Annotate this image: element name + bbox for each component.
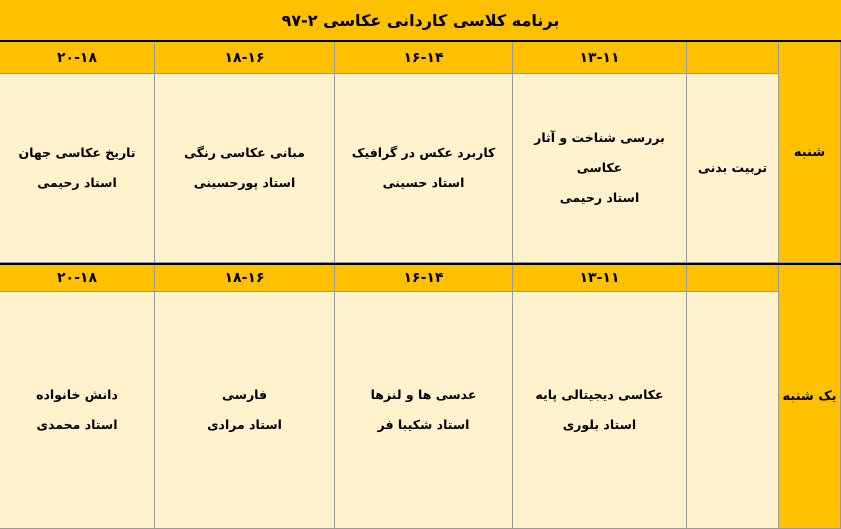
class-cell-extra[interactable] — [687, 74, 779, 263]
time-header-empty[interactable] — [687, 265, 779, 292]
time-header[interactable] — [335, 42, 513, 74]
course-name: مبانی عکاسی رنگی — [184, 145, 305, 160]
day-label — [779, 265, 841, 529]
teacher-name: استاد حسینی — [382, 175, 465, 190]
schedule-grid — [0, 40, 841, 529]
time-header-label: ۱۳-۱۱ — [579, 49, 620, 66]
time-header-label: ۱۶-۱۴ — [403, 49, 444, 66]
time-header[interactable] — [513, 42, 687, 74]
class-cell[interactable] — [513, 292, 687, 529]
schedule-title-text: برنامه کلاسی کاردانی عکاسی ۲-۹۷ — [281, 10, 560, 30]
class-cell[interactable] — [335, 292, 513, 529]
schedule-title — [0, 0, 841, 40]
class-cell-empty[interactable] — [687, 292, 779, 529]
class-cell[interactable] — [155, 292, 335, 529]
time-header-label: ۱۶-۱۴ — [403, 270, 444, 286]
day-label-text: یک شنبه — [782, 389, 837, 404]
teacher-name: استاد شکیبا فر — [377, 417, 470, 432]
course-name: دانش خانواده — [36, 387, 118, 402]
day-label-text: شنبه — [793, 144, 826, 160]
course-name: کاربرد عکس در گرافیک — [351, 145, 496, 160]
teacher-name: استاد بلوری — [562, 417, 637, 432]
class-cell[interactable] — [0, 292, 155, 529]
teacher-name: استاد رحیمی — [37, 175, 117, 190]
class-cell[interactable] — [513, 74, 687, 263]
class-cell[interactable] — [0, 74, 155, 263]
time-header[interactable] — [335, 265, 513, 292]
course-name: بررسی شناخت و آثار عکاسی — [534, 130, 665, 175]
teacher-name: استاد رحیمی — [559, 190, 640, 205]
time-header-label: ۲۰-۱۸ — [57, 270, 97, 286]
class-cell[interactable] — [335, 74, 513, 263]
time-header-label: ۱۸-۱۶ — [224, 270, 265, 286]
time-header[interactable] — [155, 42, 335, 74]
day-label — [779, 42, 841, 263]
course-name: عکاسی دیجیتالی پایه — [535, 387, 664, 402]
time-header[interactable] — [513, 265, 687, 292]
course-name: تربیت بدنی — [697, 160, 768, 175]
teacher-name: استاد محمدی — [36, 417, 118, 432]
course-name: تاریخ عکاسی جهان — [18, 145, 136, 160]
time-header-empty[interactable] — [687, 42, 779, 74]
course-name: فارسی — [222, 387, 268, 402]
time-header[interactable] — [0, 265, 155, 292]
time-header-label: ۱۸-۱۶ — [224, 49, 265, 66]
time-header-label: ۱۳-۱۱ — [579, 270, 620, 286]
teacher-name: استاد پورحسینی — [193, 175, 296, 190]
time-header[interactable] — [155, 265, 335, 292]
class-cell[interactable] — [155, 74, 335, 263]
time-header[interactable] — [0, 42, 155, 74]
time-header-label: ۲۰-۱۸ — [57, 49, 97, 66]
course-name: عدسی ها و لنزها — [370, 387, 477, 402]
teacher-name: استاد مرادی — [207, 417, 282, 432]
